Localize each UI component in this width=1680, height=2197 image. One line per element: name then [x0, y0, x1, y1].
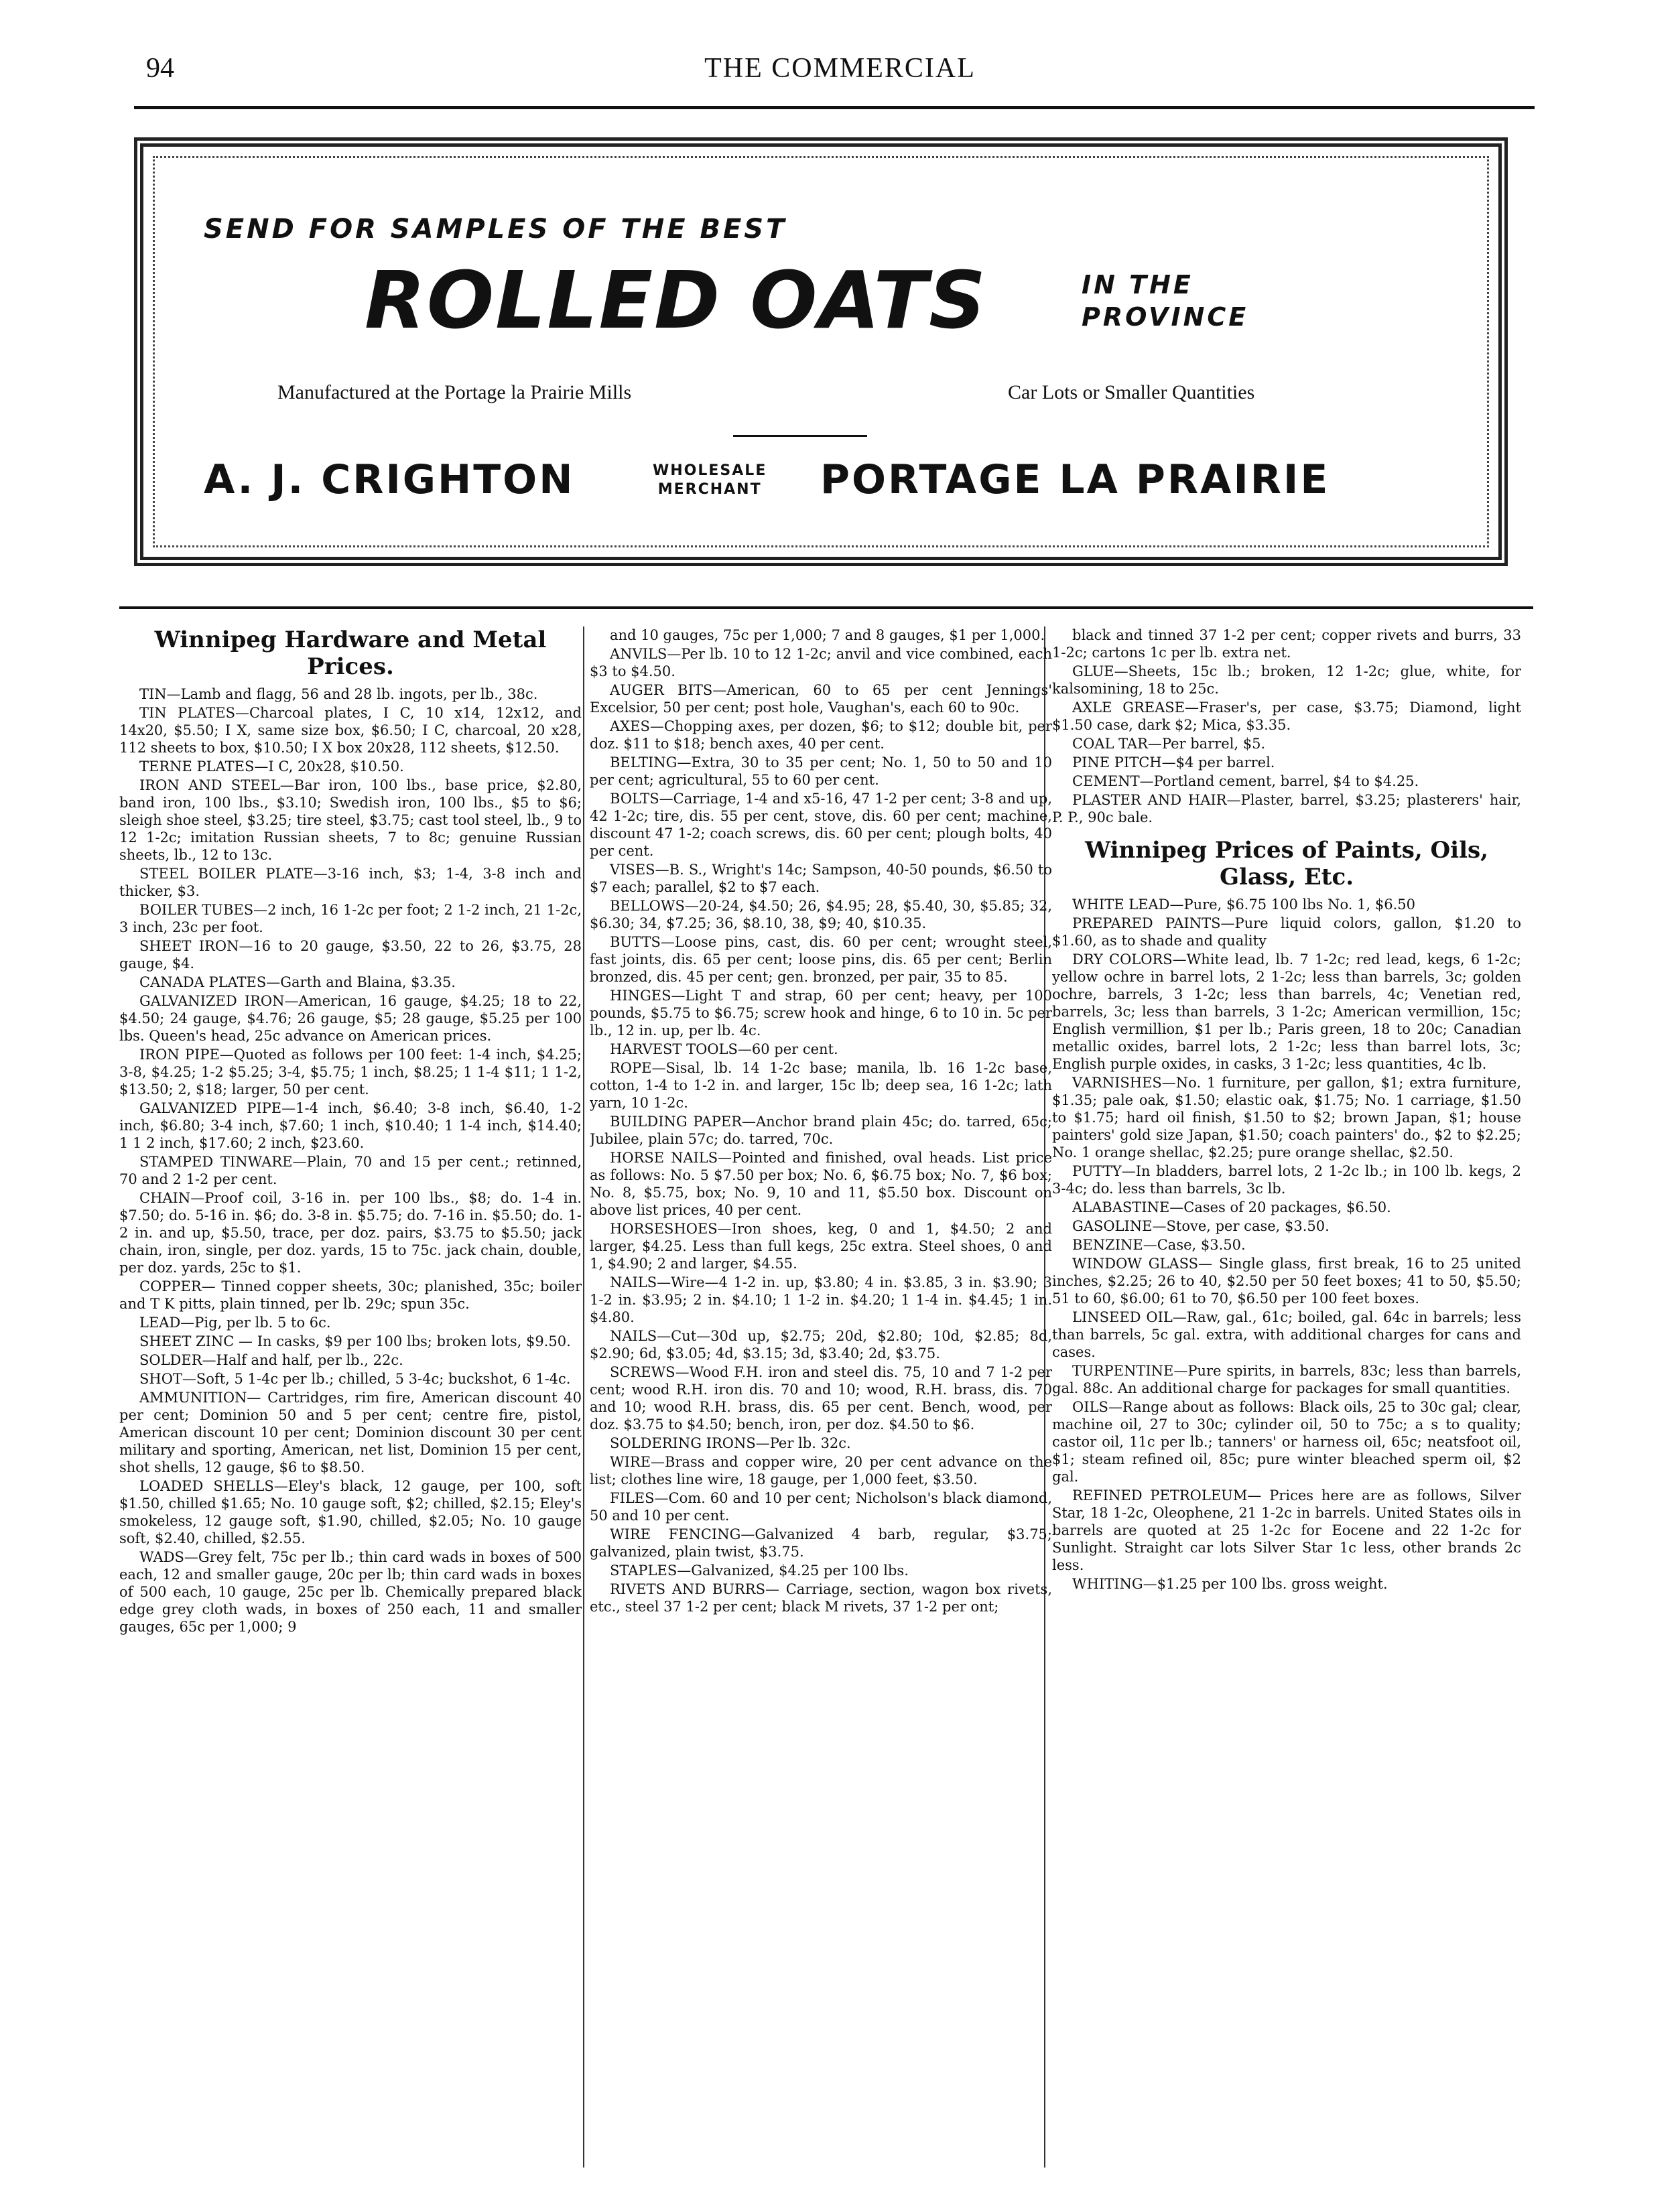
price-item: LINSEED OIL—Raw, gal., 61c; boiled, gal. 64c in barrels; less than barrels, 5c gal. extra, with additional charges for cans and cases.	[1052, 1309, 1521, 1360]
price-item: GLUE—Sheets, 15c lb.; broken, 12 1-2c; glue, white, for kalsomining, 18 to 25c.	[1052, 663, 1521, 697]
price-item: ANVILS—Per lb. 10 to 12 1-2c; anvil and vice combined, each $3 to $4.50.	[590, 646, 1052, 679]
hardware-column-2	[590, 626, 1052, 2181]
header-rule	[134, 106, 1535, 109]
ad-divider	[733, 435, 867, 437]
price-item: BELTING—Extra, 30 to 35 per cent; No. 1, 50 to 50 and 10 per cent; agricultural, 55 to 60 per cent.	[590, 754, 1052, 788]
price-item: STEEL BOILER PLATE—3-16 inch, $3; 1-4, 3-8 inch and thicker, $3.	[119, 866, 582, 899]
price-item: SOLDER—Half and half, per lb., 22c.	[139, 1352, 403, 1368]
price-item: HARVEST TOOLS—60 per cent.	[610, 1041, 838, 1057]
price-item: AMMUNITION— Cartridges, rim fire, American discount 40 per cent; Dominion 50 and 5 per cent; centre fire, pistol, American discount 10 per cent; Dominion discount 30 per cent military and sporting, American, net list, Dominion 15 per cent, shot shells, 12 gauge, $6 to $8.50.	[119, 1390, 582, 1475]
price-item: CHAIN—Proof coil, 3-16 in. per 100 lbs., $8; do. 1-4 in. $7.50; do. 5-16 in. $6; do. 3-8 in. $5.75; do. 7-16 in. $5.50; do. 1-2 in. and up, $5.50, trace, per doz. pairs, $3.75 to $5.50; jack chain, iron, single, per doz. yards, 15 to 75c. jack chain, double, per doz. yards, 25c to $1.	[119, 1190, 582, 1276]
price-item: STAMPED TINWARE—Plain, 70 and 15 per cent.; retinned, 70 and 2 1-2 per cent.	[119, 1154, 582, 1187]
price-item: WIRE—Brass and copper wire, 20 per cent advance on the list; clothes line wire, 18 gauge, per 1,000 feet, $3.50.	[590, 1454, 1052, 1487]
price-item: HORSESHOES—Iron shoes, keg, 0 and 1, $4.50; 2 and larger, $4.25. Less than full kegs, 25c extra. Steel shoes, 0 and 1, $4.90; 2 and larger, $4.55.	[590, 1221, 1052, 1272]
price-item: RIVETS AND BURRS— Carriage, section, wagon box rivets, etc., steel 37 1-2 per cent; black M rivets, 37 1-2 per ont;	[590, 1581, 1052, 1615]
price-item: REFINED PETROLEUM— Prices here are as follows, Silver Star, 18 1-2c, Oleophene, 21 1-2c in barrels. United States oils in barrels are quoted at 25 1-2c for Eocene and 22 1-2c for Sunlight. Straight car lots Silver Star 1c less, other brands 2c less.	[1052, 1487, 1521, 1573]
ad-wholesale-merchant	[653, 462, 767, 499]
price-item: WIRE FENCING—Galvanized 4 barb, regular, $3.75; galvanized, plain twist, $3.75.	[590, 1526, 1052, 1560]
ad-province: PROVINCE	[1082, 302, 1249, 332]
price-item: TIN PLATES—Charcoal plates, I C, 10 x14, 12x12, and 14x20, $5.50; I X, same size box, $6.50; I C, charcoal, 20 x28, 112 sheets to box, $10.50; I X box 20x28, 112 sheets, $12.50.	[119, 705, 582, 756]
price-item: NAILS—Wire—4 1-2 in. up, $3.80; 4 in. $3.85, 3 in. $3.90; 3 1-2 in. $3.95; 2 in. $4.10; 1 1-2 in. $4.20; 1 1-4 in. $4.45; 1 in. $4.80.	[590, 1274, 1052, 1325]
price-item: FILES—Com. 60 and 10 per cent; Nicholson's black diamond, 50 and 10 per cent.	[590, 1490, 1052, 1524]
price-item: ALABASTINE—Cases of 20 packages, $6.50.	[1072, 1199, 1391, 1215]
publication-title: THE COMMERCIAL	[704, 53, 976, 84]
ad-merchant-word: MERCHANT	[657, 481, 762, 498]
price-item: WHITING—$1.25 per 100 lbs. gross weight.	[1072, 1576, 1388, 1592]
price-item: TERNE PLATES—I C, 20x28, $10.50.	[139, 758, 404, 775]
price-item: LOADED SHELLS—Eley's black, 12 gauge, per 100, soft $1.50, chilled $1.65; No. 10 gauge soft, $2; chilled, $2.15; Eley's smokeless, 12 gauge soft, $1.90, chilled, $2.05; No. 10 gauge soft, $2.40, chilled, $2.55.	[119, 1478, 582, 1546]
price-item: GALVANIZED IRON—American, 16 gauge, $4.25; 18 to 22, $4.50; 24 gauge, $4.76; 26 gauge, $5; 28 gauge, $5.25 per 100 lbs. Queen's head, 25c advance on American prices.	[119, 993, 582, 1044]
price-item: STAPLES—Galvanized, $4.25 per 100 lbs.	[610, 1562, 909, 1579]
section-rule	[119, 606, 1533, 609]
price-item: SHEET ZINC — In casks, $9 per 100 lbs; broken lots, $9.50.	[139, 1333, 571, 1349]
price-item: TIN—Lamb and flagg, 56 and 28 lb. ingots, per lb., 38c.	[139, 686, 538, 702]
ad-product-name: ROLLED OATS	[365, 254, 988, 346]
hardware-column-1	[119, 626, 582, 2181]
price-item: VISES—B. S., Wright's 14c; Sampson, 40-50 pounds, $6.50 to $7 each; parallel, $2 to $7 each.	[590, 862, 1052, 895]
price-item: COPPER— Tinned copper sheets, 30c; planished, 35c; boiler and T K pitts, plain tinned, per lb. 29c; spun 35c.	[119, 1278, 582, 1312]
price-item: CEMENT—Portland cement, barrel, $4 to $4.25.	[1072, 773, 1419, 789]
price-item: GALVANIZED PIPE—1-4 inch, $6.40; 3-8 inch, $6.40, 1-2 inch, $6.80; 3-4 inch, $7.60; 1 inch, $10.40; 1 1-4 inch, $14.40; 1 1 2 inch, $17.60; 2 inch, $23.60.	[119, 1100, 582, 1151]
price-item: VARNISHES—No. 1 furniture, per gallon, $1; extra furniture, $1.35; pale oak, $1.50; elastic oak, $1.75; No. 1 carriage, $1.50 to $1.75; hard oil finish, $1.50 to $2; brown Japan, $1; house painters' gold size Japan, $1.50; coach painters' do., $2 to $2.25; No. 1 orange shellac, $2.25; pure orange shellac, $2.50.	[1052, 1075, 1521, 1160]
ad-merchant-name: A. J. CRIGHTON	[204, 456, 575, 503]
ad-car-lots-line: Car Lots or Smaller Quantities	[1008, 381, 1255, 403]
price-item: LEAD—Pig, per lb. 5 to 6c.	[139, 1315, 331, 1331]
price-item: SHOT—Soft, 5 1-4c per lb.; chilled, 5 3-4c; buckshot, 6 1-4c.	[139, 1371, 571, 1387]
ad-in-the-province	[1082, 269, 1248, 333]
price-item: BELLOWS—20-24, $4.50; 26, $4.95; 28, $5.40, 30, $5.85; 32, $6.30; 34, $7.25; 36, $8.10, 38, $9; 40, $10.35.	[590, 898, 1052, 931]
price-item: PINE PITCH—$4 per barrel.	[1072, 754, 1275, 771]
price-item: BUILDING PAPER—Anchor brand plain 45c; do. tarred, 65c; Jubilee, plain 57c; do. tarred, 70c.	[590, 1114, 1052, 1147]
price-item: black and tinned 37 1-2 per cent; copper rivets and burrs, 33 1-2c; cartons 1c per lb. extra net.	[1052, 627, 1521, 661]
price-item: WADS—Grey felt, 75c per lb.; thin card wads in boxes of 500 each, 12 and smaller gauge, 20c per lb; thin card wads in boxes of 500 each, 10 gauge, 25c per lb. Chemically prepared black edge grey cloth wads, in boxes of 250 each, 11 and smaller gauges, 65c per 1,000; 9	[119, 1549, 582, 1635]
price-item: TURPENTINE—Pure spirits, in barrels, 83c; less than barrels, gal. 88c. An additional charge for packages for small quantities.	[1052, 1363, 1521, 1396]
price-item: WINDOW GLASS— Single glass, first break, 16 to 25 united inches, $2.25; 26 to 40, $2.50 per 50 feet boxes; 41 to 50, $5.50; 51 to 60, $6.00; 61 to 70, $6.50 per 100 feet boxes.	[1052, 1256, 1521, 1307]
price-item: NAILS—Cut—30d up, $2.75; 20d, $2.80; 10d, $2.85; 8d, $2.90; 6d, $3.05; 4d, $3.15; 3d, $3.40; 2d, $3.75.	[590, 1328, 1052, 1361]
price-item: and 10 gauges, 75c per 1,000; 7 and 8 gauges, $1 per 1,000.	[610, 627, 1045, 643]
price-item: SHEET IRON—16 to 20 gauge, $3.50, 22 to 26, $3.75, 28 gauge, $4.	[119, 938, 582, 972]
rolled-oats-advertisement	[134, 137, 1508, 566]
price-item: SOLDERING IRONS—Per lb. 32c.	[610, 1435, 851, 1451]
ad-send-line: SEND FOR SAMPLES OF THE BEST	[204, 214, 787, 245]
hardware-prices-heading: Winnipeg Hardware and Metal Prices.	[154, 626, 547, 680]
price-item: AXLE GREASE—Fraser's, per case, $3.75; Diamond, light $1.50 case, dark $2; Mica, $3.35.	[1052, 700, 1521, 733]
price-item: GASOLINE—Stove, per case, $3.50.	[1072, 1218, 1330, 1234]
price-item: BENZINE—Case, $3.50.	[1072, 1237, 1246, 1253]
price-item: BOLTS—Carriage, 1-4 and x5-16, 47 1-2 per cent; 3-8 and up, 42 1-2c; tire, dis. 55 per cent, stove, dis. 60 per cent; machine, discount 47 1-2; coach screws, dis. 60 per cent; plough bolts, 40 per cent.	[590, 791, 1052, 859]
ad-location: PORTAGE LA PRAIRIE	[820, 456, 1330, 503]
price-item: BOILER TUBES—2 inch, 16 1-2c per foot; 2 1-2 inch, 21 1-2c, 3 inch, 23c per foot.	[119, 902, 582, 935]
price-item: PLASTER AND HAIR—Plaster, barrel, $3.25; plasterers' hair, P. P., 90c bale.	[1052, 792, 1521, 825]
price-item: BUTTS—Loose pins, cast, dis. 60 per cent; wrought steel, fast joints, dis. 65 per cent; loose pins, dis. 65 per cent; Berlin bronzed, dis. 45 per cent; gen. bronzed, per pair, 35 to 85.	[590, 934, 1052, 985]
price-item: WHITE LEAD—Pure, $6.75 100 lbs No. 1, $6.50	[1072, 896, 1415, 913]
price-item: COAL TAR—Per barrel, $5.	[1072, 736, 1266, 752]
page-number: 94	[146, 53, 174, 84]
price-item: PREPARED PAINTS—Pure liquid colors, gallon, $1.20 to $1.60, as to shade and quality	[1052, 915, 1521, 949]
ad-wholesale-word: WHOLESALE	[653, 462, 767, 479]
ad-manufactured-line: Manufactured at the Portage la Prairie Mills	[277, 381, 632, 403]
column-3	[1052, 626, 1521, 2181]
price-item: AUGER BITS—American, 60 to 65 per cent Jennings' Excelsior, 50 per cent; post hole, Vaughan's, each 60 to 90c.	[590, 682, 1052, 716]
price-item: CANADA PLATES—Garth and Blaina, $3.35.	[139, 974, 456, 990]
price-item: DRY COLORS—White lead, lb. 7 1-2c; red lead, kegs, 6 1-2c; yellow ochre in barrel lots, 2 1-2c; less than barrels, 3c; golden ochre, barrels, 3 1-2c; less than barrels, 4c; Venetian red, barrels, 3c; less than barrels, 3 1-2c; American vermillion, 15c; English vermillion, $1 per lb.; Paris green, 18 to 20c; Canadian metallic oxides, barrel lots, 2 1-2c; less than barrel lots, 3c; English purple oxides, in casks, 3 1-2c; less quantities, 4c lb.	[1052, 951, 1521, 1072]
price-item: IRON PIPE—Quoted as follows per 100 feet: 1-4 inch, $4.25; 3-8, $4.25; 1-2 $5.25; 3-4, $5.75; 1 inch, $8.25; 1 1-4 $11; 1 1-2, $13.50; 2, $18; larger, 50 per cent.	[119, 1047, 582, 1097]
column-divider-1	[583, 626, 584, 2168]
price-item: HORSE NAILS—Pointed and finished, oval heads. List price as follows: No. 5 $7.50 per box; No. 6, $6.75 box; No. 7, $6 box; No. 8, $5.75, box; No. 9, 10 and 11, $5.50 box. Discount on above list prices, 40 per cent.	[590, 1150, 1052, 1218]
price-item: ROPE—Sisal, lb. 14 1-2c base; manila, lb. 16 1-2c base, cotton, 1-4 to 1-2 in. and larger, 15c lb; deep sea, 16 1-2c; lath yarn, 10 1-2c.	[590, 1060, 1052, 1111]
price-item: HINGES—Light T and strap, 60 per cent; heavy, per 100 pounds, $5.75 to $6.75; screw hook and hinge, 6 to 10 in. 5c per lb., 12 in. up, per lb. 4c.	[590, 988, 1052, 1039]
price-item: SCREWS—Wood F.H. iron and steel dis. 75, 10 and 7 1-2 per cent; wood R.H. iron dis. 70 and 10; wood, R.H. brass, dis. 70 and 10; wood R.H. brass, dis. 65 per cent. Bench, wood, per doz. $3.75 to $4.50; bench, iron, per doz. $4.50 to $6.	[590, 1364, 1052, 1433]
price-item: OILS—Range about as follows: Black oils, 25 to 30c gal; clear, machine oil, 27 to 30c; cylinder oil, 50 to 75c; a s to quality; castor oil, 11c per lb.; tanners' or harness oil, 65c; neatsfoot oil, $1; steam refined oil, 85c; pure winter bleached sperm oil, $2 gal.	[1052, 1399, 1521, 1485]
price-item: IRON AND STEEL—Bar iron, 100 lbs., base price, $2.80, band iron, 100 lbs., $3.10; Swedish iron, 100 lbs., $5 to $6; sleigh shoe steel, $3.25; tire steel, $3.75; cast tool steel, lb., 9 to 12 1-2c; imitation Russian sheets, 7 to 8c; genuine Russian sheets, lb., 12 to 13c.	[119, 777, 582, 863]
price-item: AXES—Chopping axes, per dozen, $6; to $12; double bit, per doz. $11 to $18; bench axes, 40 per cent.	[590, 718, 1052, 752]
price-item: PUTTY—In bladders, barrel lots, 2 1-2c lb.; in 100 lb. kegs, 2 3-4c; do. less than barrels, 3c lb.	[1052, 1163, 1521, 1197]
paints-prices-heading: Winnipeg Prices of Paints, Oils, Glass, Etc.	[1085, 837, 1488, 890]
ad-in-the: IN THE	[1082, 270, 1193, 299]
